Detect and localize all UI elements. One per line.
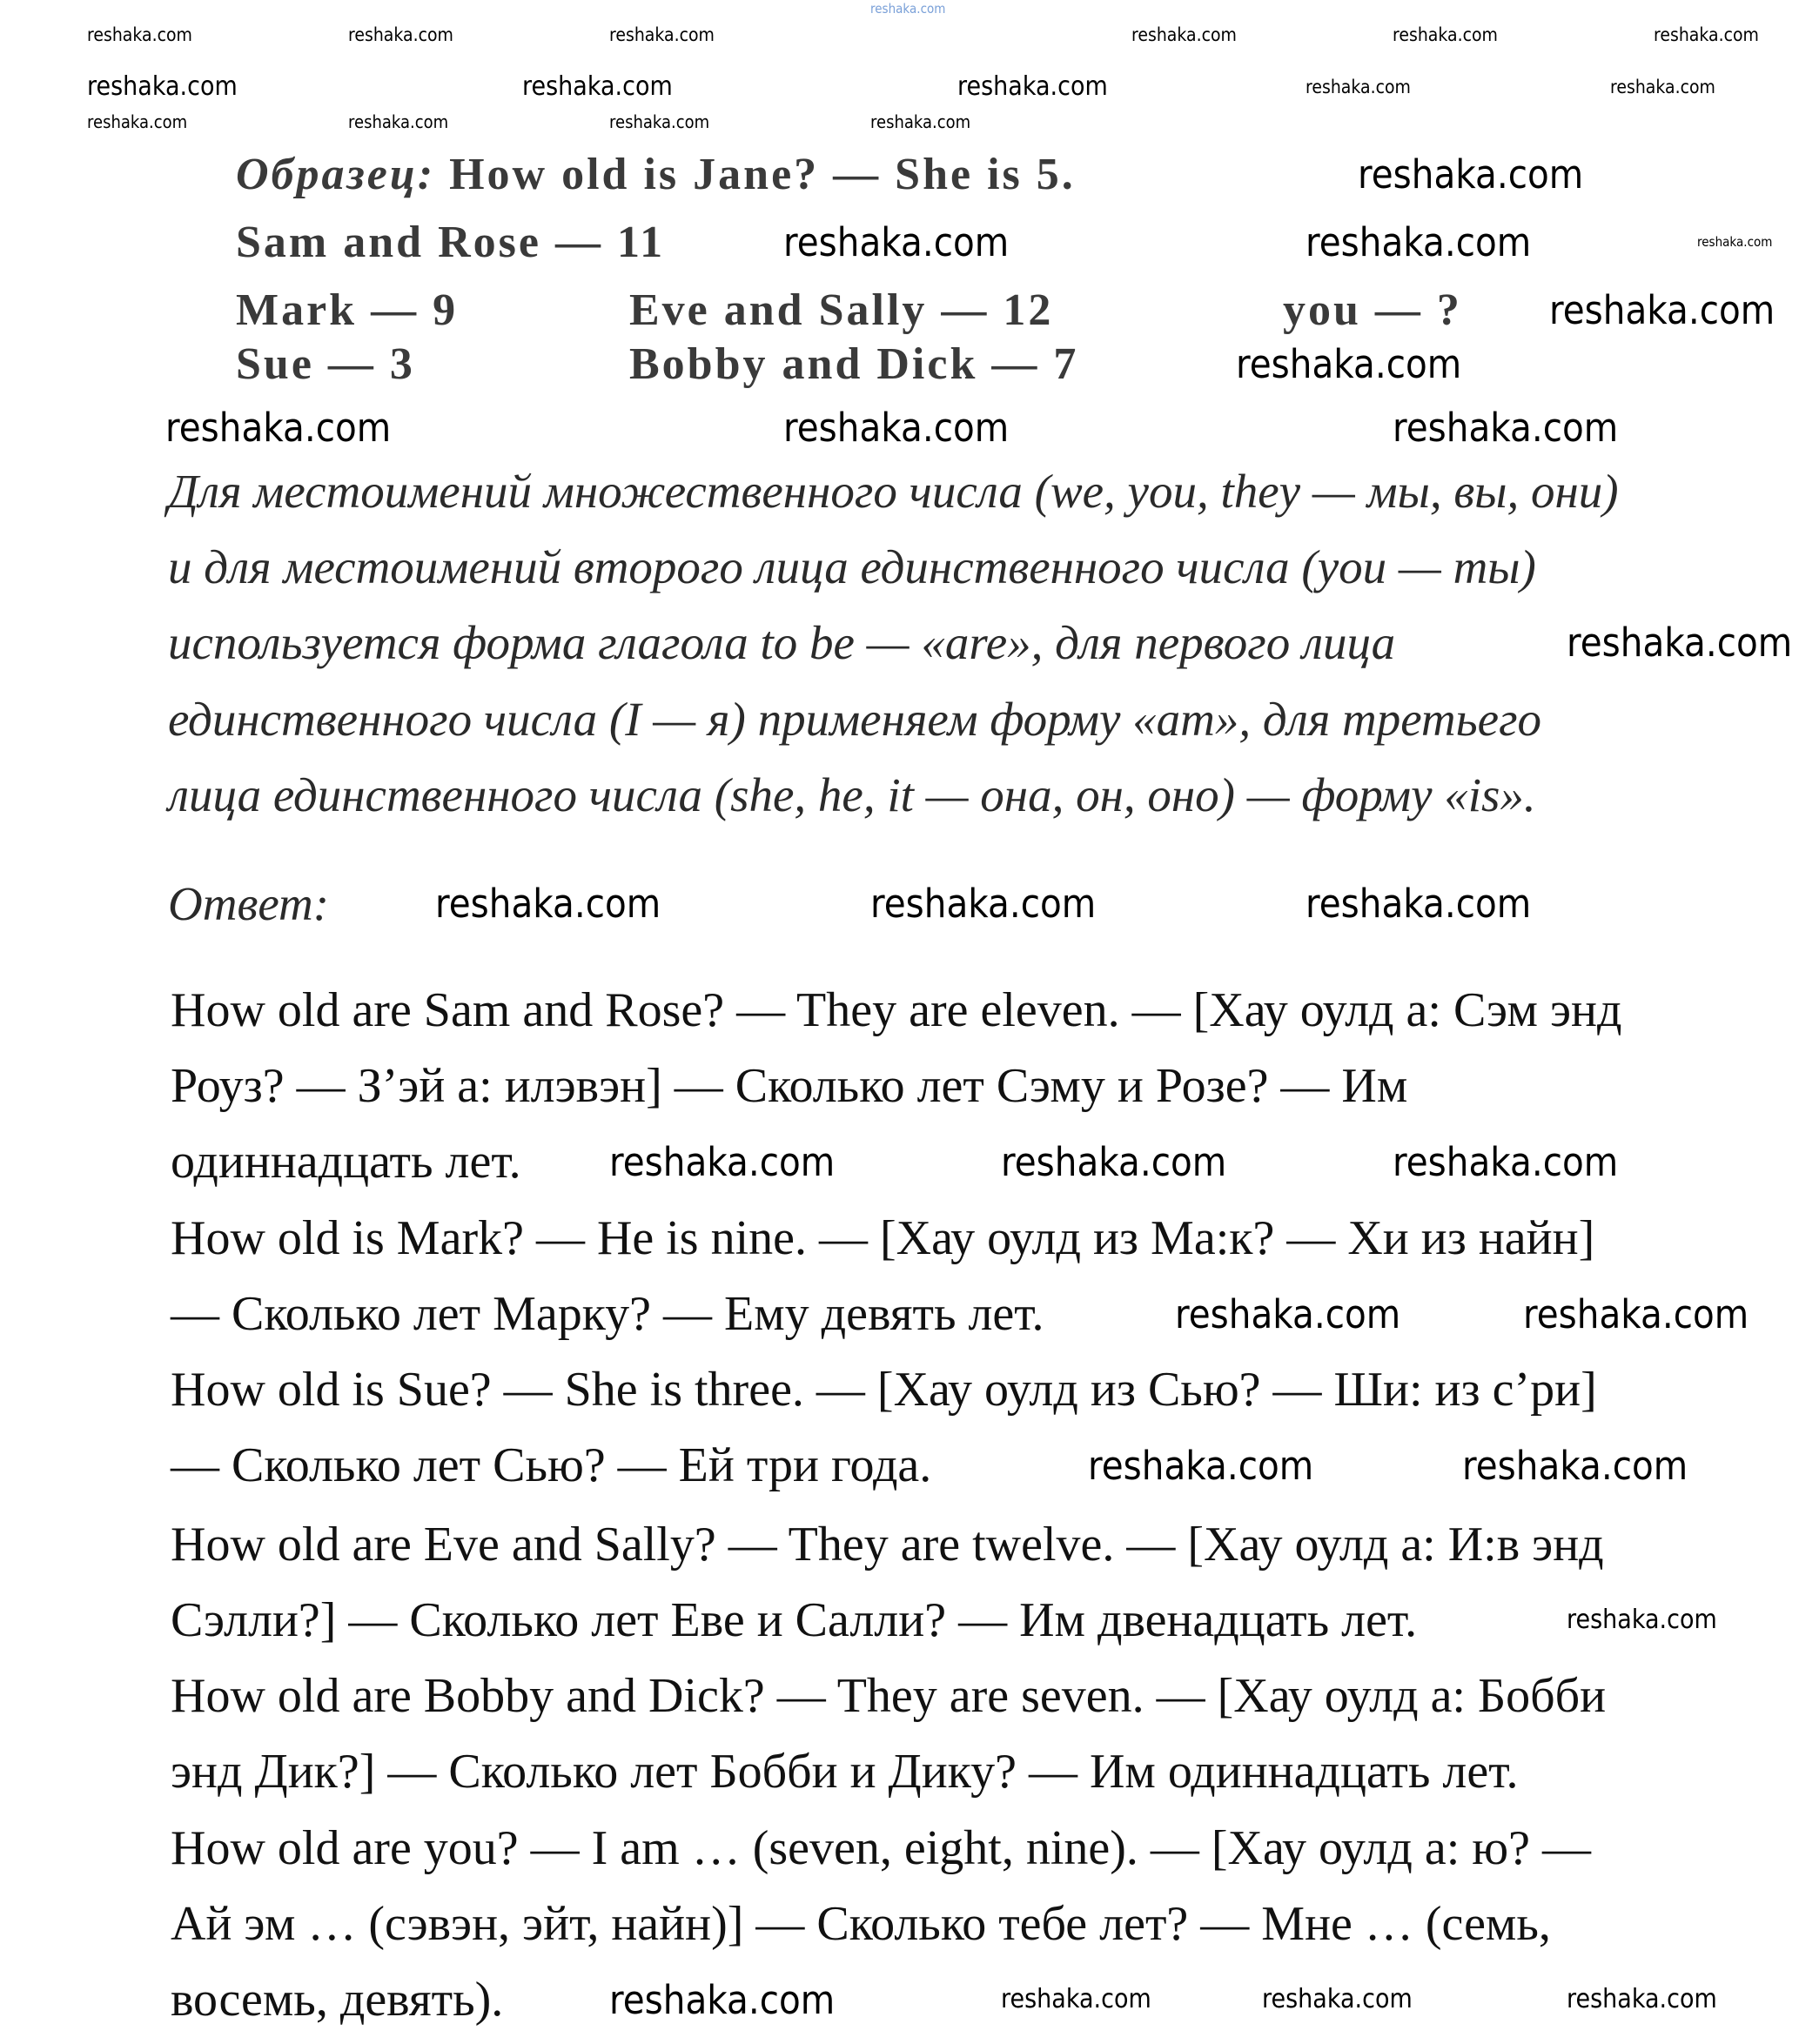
watermark: reshaka.com <box>1358 151 1584 198</box>
watermark: reshaka.com <box>609 1977 836 2023</box>
watermark: reshaka.com <box>1567 1984 1717 2014</box>
sample-example-line <box>236 137 1076 212</box>
answer-line: Роуз? — З’эй а: илэвэн] — Сколько лет Сэму и Розе? — Им <box>171 1059 1408 1113</box>
sample-item: Eve and Sally — 12 <box>629 285 1054 335</box>
watermark: reshaka.com <box>1654 24 1759 45</box>
watermark: reshaka.com <box>1462 1443 1688 1489</box>
sample-item: Sue — 3 <box>236 339 415 389</box>
answer-line: энд Дик?] — Сколько лет Бобби и Дику? — Им одиннадцать лет. <box>171 1745 1519 1799</box>
watermark: reshaka.com <box>348 111 449 132</box>
answer-line: How old are Bobby and Dick? — They are seven. — [Хау оулд а: Бобби <box>171 1669 1607 1723</box>
watermark: reshaka.com <box>1306 219 1532 265</box>
watermark: reshaka.com <box>957 71 1108 102</box>
rule-line: единственного числа (I — я) применяем форму «am», для третьего <box>168 693 1542 746</box>
watermark: reshaka.com <box>1001 1139 1227 1185</box>
watermark: reshaka.com <box>1610 77 1715 97</box>
answer-line: How old is Sue? — She is three. — [Хау оулд из Сью? — Ши: из с’ри] <box>171 1363 1597 1417</box>
watermark: reshaka.com <box>1001 1984 1151 2014</box>
answer-line: Ай эм … (сэвэн, эйт, найн)] — Сколько тебе лет? — Мне … (семь, <box>171 1897 1551 1951</box>
answer-label: Ответ: <box>168 877 330 930</box>
watermark: reshaka.com <box>1549 287 1775 333</box>
watermark: reshaka.com <box>1697 234 1773 250</box>
watermark: reshaka.com <box>1393 24 1498 45</box>
answer-line: — Сколько лет Сью? — Ей три года. <box>171 1438 932 1492</box>
rule-line: и для местоимений второго лица единственного числа (you — ты) <box>168 540 1536 593</box>
answer-line: одиннадцать лет. <box>171 1135 521 1189</box>
watermark: reshaka.com <box>1306 881 1532 927</box>
watermark: reshaka.com <box>1523 1291 1749 1337</box>
watermark: reshaka.com <box>165 405 392 451</box>
watermark: reshaka.com <box>1262 1984 1413 2014</box>
sample-item: Mark — 9 <box>236 285 459 335</box>
rule-line: используется форма глагола to be — «are», для первого лица <box>168 616 1396 669</box>
watermark: reshaka.com <box>87 24 192 45</box>
watermark: reshaka.com <box>87 111 188 132</box>
watermark: reshaka.com <box>870 881 1097 927</box>
watermark: reshaka.com <box>1236 341 1462 387</box>
watermark: reshaka.com <box>783 219 1010 265</box>
answer-line: How old are Eve and Sally? — They are twelve. — [Хау оулд а: И:в энд <box>171 1518 1604 1572</box>
sample-item: Bobby and Dick — 7 <box>629 339 1079 389</box>
sample-item: you — ? <box>1283 285 1462 335</box>
answer-line: How old is Mark? — He is nine. — [Хау оулд из Ма:к? — Хи из найн] <box>171 1211 1595 1265</box>
watermark: reshaka.com <box>87 71 238 102</box>
watermark: reshaka.com <box>870 111 971 132</box>
watermark: reshaka.com <box>435 881 661 927</box>
watermark: reshaka.com <box>1175 1291 1401 1337</box>
answer-line: How old are you? — I am … (seven, eight, nine). — [Хау оулд а: ю? — <box>171 1821 1591 1875</box>
answer-line: — Сколько лет Марку? — Ему девять лет. <box>171 1287 1044 1341</box>
watermark: reshaka.com <box>783 405 1010 451</box>
watermark: reshaka.com <box>609 111 710 132</box>
watermark: reshaka.com <box>1567 620 1793 666</box>
rule-line: лица единственного числа (she, he, it — она, он, оно) — форму «is». <box>168 768 1536 821</box>
watermark: reshaka.com <box>1306 77 1411 97</box>
watermark: reshaka.com <box>1393 405 1619 451</box>
watermark: reshaka.com <box>522 71 673 102</box>
watermark: reshaka.com <box>1567 1605 1717 1635</box>
rule-line: Для местоимений множественного числа (we, you, they — мы, вы, они) <box>168 465 1619 518</box>
watermark: reshaka.com <box>870 1 946 17</box>
watermark: reshaka.com <box>1088 1443 1314 1489</box>
sample-example: How old is Jane? — She is 5. <box>449 150 1076 199</box>
answer-line: восемь, девять). <box>171 1973 504 2027</box>
answer-line: Сэлли?] — Сколько лет Еве и Салли? — Им двенадцать лет. <box>171 1593 1418 1647</box>
watermark: reshaka.com <box>609 24 715 45</box>
answer-line: How old are Sam and Rose? — They are eleven. — [Хау оулд а: Сэм энд <box>171 983 1622 1037</box>
watermark: reshaka.com <box>348 24 453 45</box>
watermark: reshaka.com <box>1131 24 1237 45</box>
sample-item: Sam and Rose — 11 <box>236 218 666 267</box>
watermark: reshaka.com <box>1393 1139 1619 1185</box>
watermark: reshaka.com <box>609 1139 836 1185</box>
sample-label: Образец: <box>236 150 436 199</box>
